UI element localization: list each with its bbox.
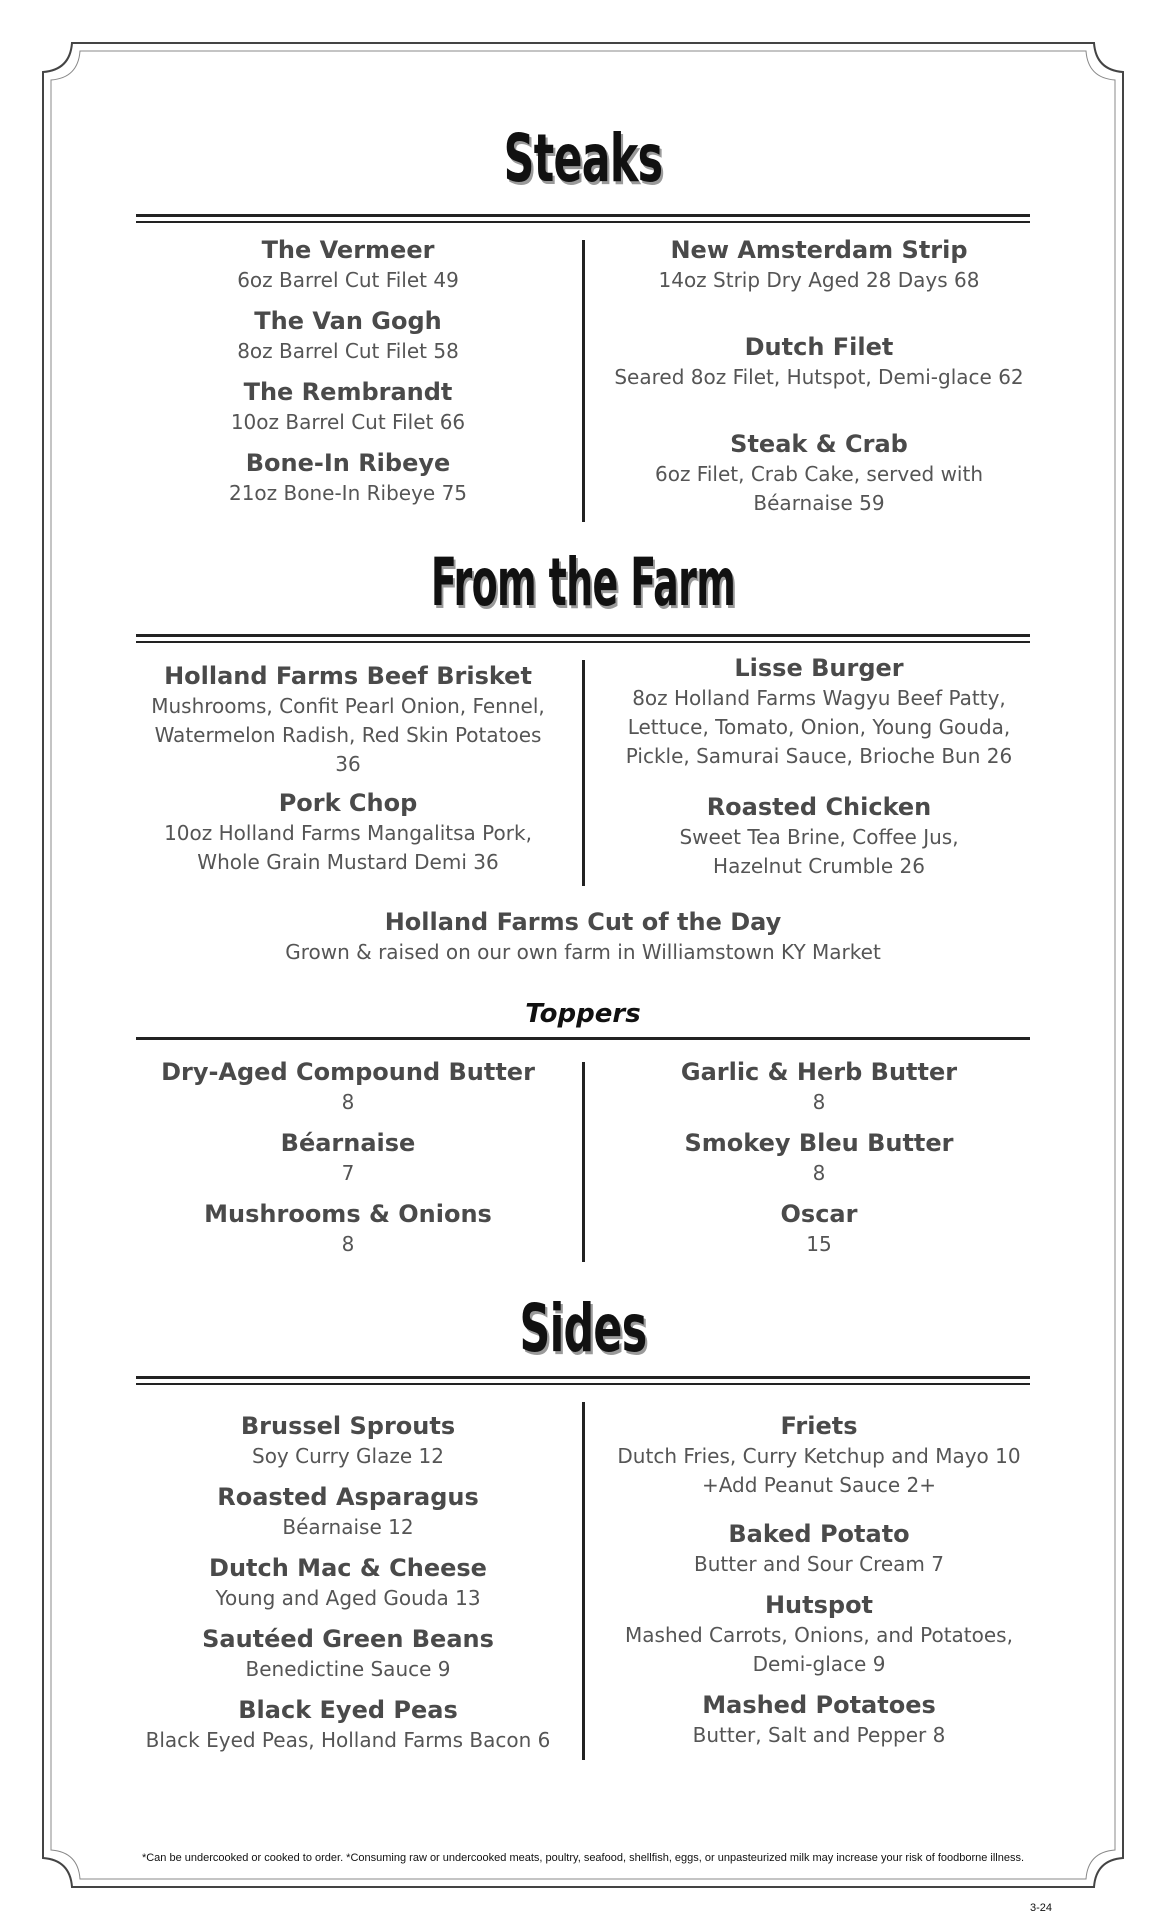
item-name: Friets [780,1412,858,1440]
menu-item-roasted-chicken [604,791,1034,881]
item-desc: Grown & raised on our own farm in Williamstown KY Market [285,940,881,964]
item-desc: 8oz Holland Farms Wagyu Beef Patty, Lettuce, Tomato, Onion, Young Gouda, Pickle, Samurai Sauce, Brioche Bun 26 [625,686,1013,768]
item-name: Dutch Filet [744,333,894,361]
item-name: Pork Chop [278,789,418,817]
item-desc: Benedictine Sauce 9 [245,1657,451,1681]
toppers-right-column [604,1056,1034,1259]
item-name: Holland Farms Beef Brisket [164,662,532,690]
menu-item-steak-and-crab [604,428,1034,518]
sides-right-column [604,1410,1034,1750]
menu-item-oscar [604,1198,1034,1259]
item-name: New Amsterdam Strip [670,236,968,264]
item-name: Oscar [780,1200,858,1228]
item-desc: Young and Aged Gouda 13 [215,1586,481,1610]
item-desc: 8oz Barrel Cut Filet 58 [237,339,459,363]
item-desc: 10oz Barrel Cut Filet 66 [230,410,466,434]
item-price: 8 [341,1232,355,1256]
menu-item-dutch-filet [604,331,1034,392]
item-desc: 6oz Barrel Cut Filet 49 [237,268,459,292]
menu-item-brussel-sprouts [133,1410,563,1471]
menu-item-the-rembrandt [133,376,563,437]
menu-version-code: 3-24 [1030,1902,1053,1914]
toppers-column-divider [582,1062,585,1262]
item-price: 8 [341,1090,355,1114]
menu-item-garlic-herb-butter [604,1056,1034,1117]
farm-right-column [604,652,1034,881]
steaks-rule-bottom [136,221,1030,223]
menu-item-roasted-asparagus [133,1481,563,1542]
steaks-left-column [133,234,563,508]
sides-column-divider [582,1402,585,1760]
farm-column-divider [582,660,585,886]
sides-section-title: Sides [519,1290,647,1367]
item-name: Garlic & Herb Butter [680,1058,958,1086]
item-addon: +Add Peanut Sauce 2+ [701,1473,937,1497]
item-desc: 14oz Strip Dry Aged 28 Days 68 [658,268,980,292]
item-name: The Rembrandt [243,378,453,406]
item-desc: Mashed Carrots, Onions, and Potatoes, Demi-glace 9 [625,1623,1013,1676]
item-name: Holland Farms Cut of the Day [384,908,782,936]
item-desc: Butter, Salt and Pepper 8 [692,1723,946,1747]
steaks-rule-top [136,214,1030,217]
item-name: Steak & Crab [730,430,908,458]
item-desc: 21oz Bone-In Ribeye 75 [228,481,468,505]
item-desc: Béarnaise 12 [282,1515,414,1539]
steaks-column-divider [582,240,585,522]
item-desc: Butter and Sour Cream 7 [693,1552,944,1576]
toppers-rule [136,1037,1030,1040]
sides-left-column [133,1410,563,1755]
menu-item-sauteed-green-beans [133,1623,563,1684]
item-name: Black Eyed Peas [238,1696,458,1724]
menu-item-the-vermeer [133,234,563,295]
menu-item-the-van-gogh [133,305,563,366]
item-name: Mushrooms & Onions [204,1200,492,1228]
item-name: Sautéed Green Beans [202,1625,494,1653]
item-desc: Mushrooms, Confit Pearl Onion, Fennel, Watermelon Radish, Red Skin Potatoes 36 [151,694,545,776]
item-name: Bone-In Ribeye [245,449,451,477]
sides-rule-bottom [136,1383,1030,1385]
item-name: Brussel Sprouts [240,1412,456,1440]
allergen-disclaimer: *Can be undercooked or cooked to order. *Consuming raw or undercooked meats, poultry, seafood, shellfish, eggs, or unpasteurized milk may increase your risk of foodborne illness. [141,1852,1025,1864]
item-desc: Black Eyed Peas, Holland Farms Bacon 6 [145,1728,551,1752]
toppers-section-title: Toppers [525,999,641,1029]
farm-left-column [133,660,563,877]
item-name: Baked Potato [728,1520,910,1548]
menu-item-dry-aged-compound-butter [133,1056,563,1117]
item-desc: 10oz Holland Farms Mangalitsa Pork, Whole Grain Mustard Demi 36 [164,821,532,874]
menu-item-smokey-bleu-butter [604,1127,1034,1188]
menu-item-new-amsterdam-strip [604,234,1034,295]
item-price: 8 [812,1090,826,1114]
item-name: Dry-Aged Compound Butter [161,1058,535,1086]
sides-rule-top [136,1376,1030,1379]
item-name: Mashed Potatoes [702,1691,936,1719]
item-name: Hutspot [764,1591,874,1619]
menu-item-friets [604,1410,1034,1500]
menu-item-mushrooms-and-onions [133,1198,563,1259]
menu-item-bearnaise [133,1127,563,1188]
menu-item-beef-brisket [141,660,555,779]
menu-item-pork-chop [141,787,555,877]
item-price: 7 [341,1161,355,1185]
menu-item-baked-potato [604,1518,1034,1579]
item-name: Roasted Asparagus [217,1483,479,1511]
menu-item-dutch-mac-and-cheese [133,1552,563,1613]
menu-item-mashed-potatoes [604,1689,1034,1750]
item-price: 8 [812,1161,826,1185]
item-name: Dutch Mac & Cheese [209,1554,487,1582]
item-name: Roasted Chicken [706,793,932,821]
farm-section-title: From the Farm [430,544,736,621]
item-price: 15 [806,1232,832,1256]
item-desc: Seared 8oz Filet, Hutspot, Demi-glace 62 [614,365,1024,389]
menu-item-black-eyed-peas [133,1694,563,1755]
toppers-left-column [133,1056,563,1259]
item-desc: 6oz Filet, Crab Cake, served with Béarnaise 59 [654,462,984,515]
steaks-section-title: Steaks [503,120,663,197]
menu-item-lisse-burger [604,652,1034,771]
item-desc: Dutch Fries, Curry Ketchup and Mayo 10 [617,1444,1021,1468]
item-desc: Sweet Tea Brine, Coffee Jus, Hazelnut Crumble 26 [679,825,959,878]
item-name: Smokey Bleu Butter [684,1129,954,1157]
item-name: The Vermeer [261,236,435,264]
farm-rule-top [136,634,1030,637]
steaks-right-column [604,234,1034,518]
menu-item-bone-in-ribeye [133,447,563,508]
menu-item-cut-of-the-day [183,906,983,967]
item-name: The Van Gogh [254,307,442,335]
item-name: Lisse Burger [734,654,904,682]
menu-item-hutspot [604,1589,1034,1679]
item-name: Béarnaise [280,1129,416,1157]
farm-rule-bottom [136,641,1030,643]
item-desc: Soy Curry Glaze 12 [252,1444,444,1468]
